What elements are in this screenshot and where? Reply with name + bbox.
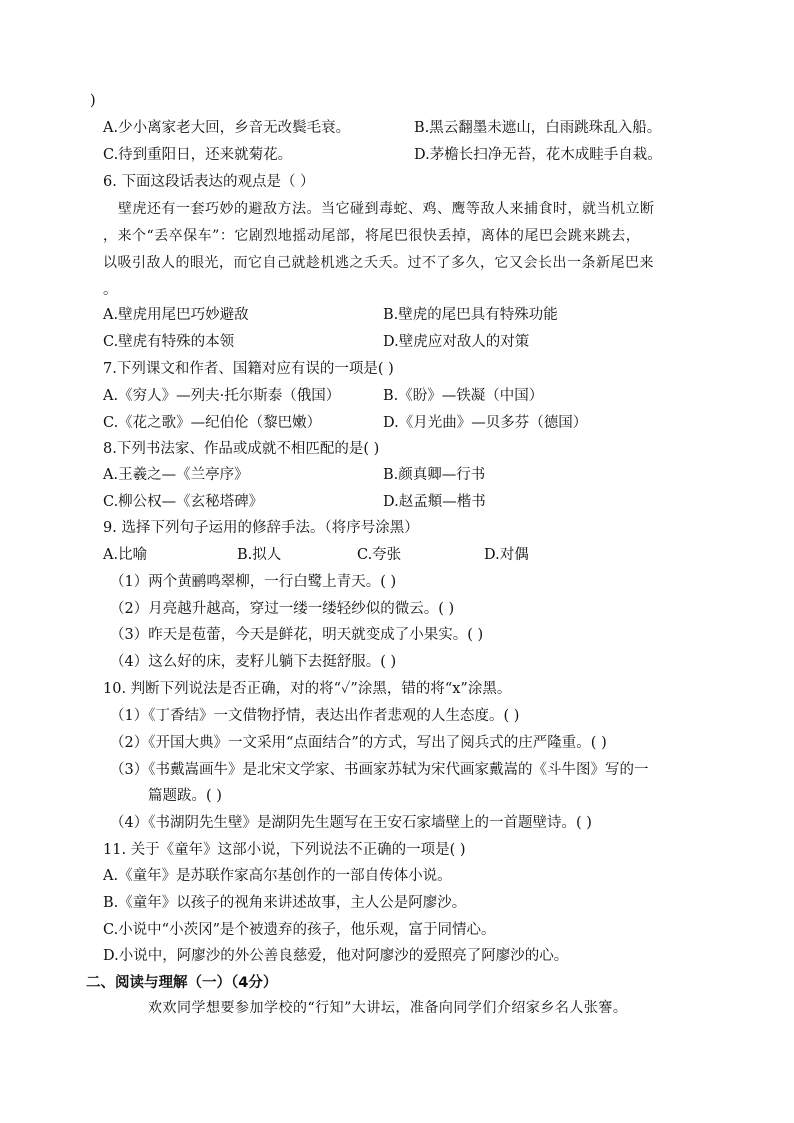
q5-option-a[interactable]: A.少小离家老大回，乡音无改鬓毛衰。 [103,120,351,136]
q7-option-d[interactable]: D.《月光曲》—贝多芬（德国） [383,415,588,431]
question-11: 11. 关于《童年》这部小说，下列说法不正确的一项是( ) [103,842,466,858]
q6-passage-line-2: ，来个“丢卒保车”：它剧烈地摇动尾部，将尾巴很快丢掉，离体的尾巴会跳来跳去， [103,228,641,244]
question-8: 8.下列书法家、作品或成就不相匹配的是( ) [103,441,380,457]
q8-option-c[interactable]: C.柳公权—《玄秘塔碑》 [103,494,264,510]
q7-option-c[interactable]: C.《花之歌》—纪伯伦（黎巴嫩） [103,415,322,431]
q9-option-d[interactable]: D.对偶 [484,547,529,563]
section-2-heading: 二、阅读与理解（一）（4分） [86,975,278,991]
q10-item-3-continued[interactable]: 篇题跋。( ) [148,788,222,804]
q9-option-a[interactable]: A.比喻 [103,547,148,563]
q6-passage-line-4: 。 [103,282,118,298]
q11-option-d[interactable]: D.小说中，阿廖沙的外公善良慈爱，他对阿廖沙的爱照亮了阿廖沙的心。 [103,948,569,964]
section-2-intro: 欢欢同学想要参加学校的“行知”大讲坛，准备向同学们介绍家乡名人张謇。 [148,1000,628,1016]
q6-option-d[interactable]: D.壁虎应对敌人的对策 [383,334,530,350]
q9-option-c[interactable]: C.夸张 [357,547,402,563]
q8-option-d[interactable]: D.赵孟頫—楷书 [383,494,486,510]
question-7: 7.下列课文和作者、国籍对应有误的一项是( ) [103,361,394,377]
q10-item-1[interactable]: （1）《丁香结》一文借物抒情，表达出作者悲观的人生态度。( ) [110,708,520,724]
question-9: 9. 选择下列句子运用的修辞手法。（将序号涂黑） [103,520,419,536]
q6-option-b[interactable]: B.壁虎的尾巴具有特殊功能 [383,307,558,323]
question-10: 10. 判断下列说法是否正确，对的将“✓”涂黑，错的将“x”涂黑。 [103,681,512,697]
continuation-paren: ) [90,93,96,109]
q6-option-c[interactable]: C.壁虎有特殊的本领 [103,334,235,350]
q6-passage-line-1: 壁虎还有一套巧妙的避敌方法。当它碰到毒蛇、鸡、鹰等敌人来捕食时，就当机立断 [118,201,655,217]
q7-option-a[interactable]: A.《穷人》—列夫·托尔斯泰（俄国） [103,388,341,404]
q11-option-a[interactable]: A.《童年》是苏联作家高尔基创作的一部自传体小说。 [103,868,452,884]
q11-option-b[interactable]: B.《童年》以孩子的视角来讲述故事，主人公是阿廖沙。 [103,895,467,911]
question-6: 6. 下面这段话表达的观点是（ ） [103,174,315,190]
q6-option-a[interactable]: A.壁虎用尾巴巧妙避敌 [103,307,249,323]
q5-option-b[interactable]: B.黑云翻墨未遮山，白雨跳珠乱入船。 [414,120,662,136]
q10-item-4[interactable]: （4）《书湖阴先生壁》是湖阴先生题写在王安石家墙壁上的一首题壁诗。( ) [110,815,592,831]
q10-item-2[interactable]: （2）《开国大典》一文采用“点面结合”的方式，写出了阅兵式的庄严隆重。( ) [110,735,607,751]
q9-item-3[interactable]: （3）昨天是苞蕾，今天是鲜花，明天就变成了小果实。( ) [110,627,484,643]
q6-passage-line-3: 以吸引敌人的眼光，而它自己就趁机逃之夭夭。过不了多久，它又会长出一条新尾巴来 [103,255,654,271]
q5-option-c[interactable]: C.待到重阳日，还来就菊花。 [103,147,293,163]
q9-item-2[interactable]: （2）月亮越升越高，穿过一缕一缕轻纱似的微云。( ) [110,601,455,617]
q10-item-3[interactable]: （3）《书戴嵩画牛》是北宋文学家、书画家苏轼为宋代画家戴嵩的《斗牛图》写的一 [110,762,649,778]
q8-option-a[interactable]: A.王羲之—《兰亭序》 [103,467,249,483]
q9-option-b[interactable]: B.拟人 [237,547,282,563]
q8-option-b[interactable]: B.颜真卿—行书 [383,467,486,483]
q5-option-d[interactable]: D.茅檐长扫净无苔，花木成畦手自栽。 [414,147,662,163]
q9-item-4[interactable]: （4）这么好的床，麦籽儿躺下去挺舒服。( ) [110,654,397,670]
q11-option-c[interactable]: C.小说中“小茨冈”是个被遗弃的孩子，他乐观，富于同情心。 [103,922,496,938]
q7-option-b[interactable]: B.《盼》—铁凝（中国） [383,388,544,404]
q9-item-1[interactable]: （1）两个黄鹂鸣翠柳，一行白鹭上青天。( ) [110,574,397,590]
